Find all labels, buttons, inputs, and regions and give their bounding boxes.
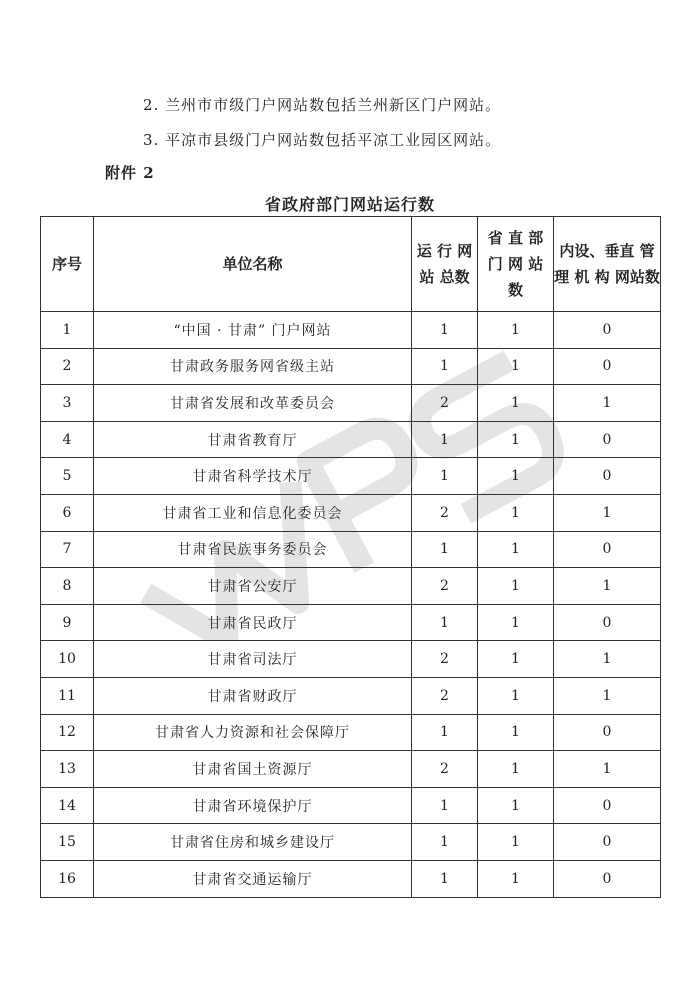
cell-internal-vertical: 0: [554, 421, 661, 458]
cell-running-total: 2: [412, 677, 478, 714]
header-seq: 序号: [41, 217, 94, 312]
cell-running-total: 1: [412, 421, 478, 458]
cell-internal-vertical: 0: [554, 714, 661, 751]
cell-internal-vertical: 0: [554, 860, 661, 897]
cell-unit-name: 甘肃省国土资源厅: [94, 751, 412, 788]
cell-internal-vertical: 0: [554, 348, 661, 385]
cell-unit-name: 甘肃省交通运输厅: [94, 860, 412, 897]
cell-unit-name: 甘肃政务服务网省级主站: [94, 348, 412, 385]
cell-unit-name: 甘肃省教育厅: [94, 421, 412, 458]
table-row: [41, 641, 661, 678]
table-row: [41, 604, 661, 641]
cell-direct-dept: 1: [478, 348, 554, 385]
cell-unit-name: 甘肃省环境保护厅: [94, 787, 412, 824]
cell-unit-name: 甘肃省住房和城乡建设厅: [94, 824, 412, 861]
cell-internal-vertical: 1: [554, 494, 661, 531]
cell-unit-name: 甘肃省发展和改革委员会: [94, 385, 412, 422]
cell-running-total: 1: [412, 312, 478, 349]
cell-direct-dept: 1: [478, 641, 554, 678]
cell-direct-dept: 1: [478, 531, 554, 568]
cell-internal-vertical: 0: [554, 824, 661, 861]
cell-seq: 12: [41, 714, 94, 751]
table-row: [41, 385, 661, 422]
cell-direct-dept: 1: [478, 458, 554, 495]
table-header-row: [41, 217, 661, 312]
table-row: [41, 677, 661, 714]
cell-direct-dept: 1: [478, 385, 554, 422]
cell-seq: 6: [41, 494, 94, 531]
table-row: [41, 348, 661, 385]
cell-unit-name: “中国 · 甘肃” 门户网站: [94, 312, 412, 349]
cell-direct-dept: 1: [478, 824, 554, 861]
cell-direct-dept: 1: [478, 421, 554, 458]
table-row: [41, 421, 661, 458]
cell-internal-vertical: 1: [554, 751, 661, 788]
cell-unit-name: 甘肃省民族事务委员会: [94, 531, 412, 568]
cell-seq: 7: [41, 531, 94, 568]
header-unit-name: 单位名称: [94, 217, 412, 312]
cell-direct-dept: 1: [478, 677, 554, 714]
cell-seq: 9: [41, 604, 94, 641]
footnote-3: 3. 平凉市县级门户网站数包括平凉工业园区网站。: [143, 131, 502, 149]
cell-unit-name: 甘肃省财政厅: [94, 677, 412, 714]
header-running-total: 运 行 网 站 总数: [412, 217, 478, 312]
cell-seq: 8: [41, 568, 94, 605]
cell-unit-name: 甘肃省民政厅: [94, 604, 412, 641]
cell-running-total: 2: [412, 641, 478, 678]
cell-seq: 10: [41, 641, 94, 678]
cell-direct-dept: 1: [478, 751, 554, 788]
cell-running-total: 1: [412, 604, 478, 641]
cell-seq: 11: [41, 677, 94, 714]
footnote-2: 2. 兰州市市级门户网站数包括兰州新区门户网站。: [143, 96, 502, 114]
cell-unit-name: 甘肃省工业和信息化委员会: [94, 494, 412, 531]
cell-seq: 3: [41, 385, 94, 422]
cell-internal-vertical: 0: [554, 458, 661, 495]
table-row: [41, 714, 661, 751]
table-row: [41, 312, 661, 349]
table-row: [41, 531, 661, 568]
cell-direct-dept: 1: [478, 312, 554, 349]
cell-seq: 16: [41, 860, 94, 897]
cell-unit-name: 甘肃省人力资源和社会保障厅: [94, 714, 412, 751]
cell-seq: 13: [41, 751, 94, 788]
cell-internal-vertical: 0: [554, 604, 661, 641]
cell-running-total: 1: [412, 824, 478, 861]
cell-running-total: 1: [412, 714, 478, 751]
table-row: [41, 751, 661, 788]
cell-internal-vertical: 0: [554, 312, 661, 349]
cell-unit-name: 甘肃省公安厅: [94, 568, 412, 605]
cell-seq: 15: [41, 824, 94, 861]
table-row: [41, 568, 661, 605]
table-row: [41, 494, 661, 531]
header-direct-dept: 省 直 部 门 网 站 数: [478, 217, 554, 312]
cell-seq: 2: [41, 348, 94, 385]
table-row: [41, 458, 661, 495]
table-row: [41, 860, 661, 897]
cell-unit-name: 甘肃省科学技术厅: [94, 458, 412, 495]
cell-running-total: 2: [412, 494, 478, 531]
table-body: [41, 312, 661, 898]
cell-seq: 14: [41, 787, 94, 824]
cell-internal-vertical: 1: [554, 677, 661, 714]
cell-running-total: 1: [412, 787, 478, 824]
cell-running-total: 2: [412, 751, 478, 788]
website-count-table: [40, 216, 661, 898]
cell-direct-dept: 1: [478, 714, 554, 751]
table-row: [41, 824, 661, 861]
cell-running-total: 1: [412, 458, 478, 495]
cell-direct-dept: 1: [478, 860, 554, 897]
cell-internal-vertical: 1: [554, 385, 661, 422]
cell-internal-vertical: 1: [554, 568, 661, 605]
cell-internal-vertical: 1: [554, 641, 661, 678]
cell-running-total: 1: [412, 531, 478, 568]
cell-unit-name: 甘肃省司法厅: [94, 641, 412, 678]
cell-running-total: 2: [412, 568, 478, 605]
cell-internal-vertical: 0: [554, 531, 661, 568]
cell-internal-vertical: 0: [554, 787, 661, 824]
cell-running-total: 1: [412, 348, 478, 385]
cell-direct-dept: 1: [478, 604, 554, 641]
cell-running-total: 2: [412, 385, 478, 422]
cell-seq: 5: [41, 458, 94, 495]
header-internal-vertical: 内设、垂直 管 理 机 构 网站数: [554, 217, 661, 312]
cell-seq: 4: [41, 421, 94, 458]
attachment-label: 附件 2: [105, 164, 155, 182]
cell-seq: 1: [41, 312, 94, 349]
cell-direct-dept: 1: [478, 494, 554, 531]
cell-direct-dept: 1: [478, 568, 554, 605]
table-title: 省政府部门网站运行数: [264, 195, 435, 214]
cell-running-total: 1: [412, 860, 478, 897]
cell-direct-dept: 1: [478, 787, 554, 824]
table-row: [41, 787, 661, 824]
